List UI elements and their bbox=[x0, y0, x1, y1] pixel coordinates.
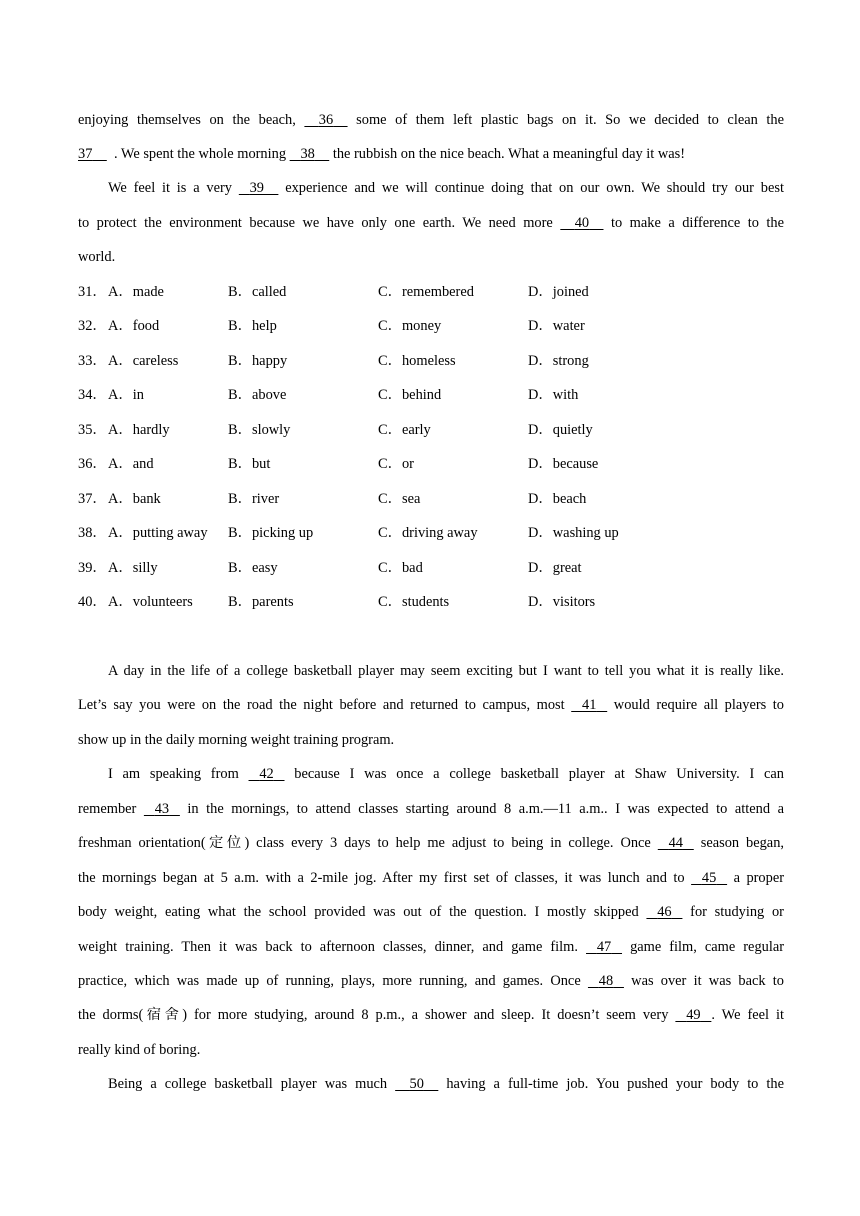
passage1-line: enjoying themselves on the beach, 36 some of them left plastic bags on it. So we decided to clean the bbox=[78, 112, 784, 128]
option-b[interactable]: B．picking up bbox=[228, 525, 314, 541]
option-b[interactable]: B．parents bbox=[228, 594, 294, 610]
passage2-line: Let’s say you were on the road the night before and returned to campus, most 41 would require all players to bbox=[78, 697, 784, 713]
blank-40: 40 bbox=[574, 215, 590, 231]
passage2-line: the mornings began at 5 a.m. with a 2-mile jog. After my first set of classes, it was lunch and to 45 a proper bbox=[78, 870, 784, 886]
passage2-line: A day in the life of a college basketball player may seem exciting but I want to tell you what it is really like. bbox=[108, 663, 784, 679]
passage2-line: Being a college basketball player was much 50 having a full-time job. You pushed your body to the bbox=[108, 1076, 784, 1092]
option-b[interactable]: B．slowly bbox=[228, 422, 291, 438]
option-a[interactable]: A．made bbox=[108, 284, 164, 300]
blank-42: 42 bbox=[259, 766, 274, 782]
option-a[interactable]: A．in bbox=[108, 387, 144, 403]
option-b[interactable]: B．called bbox=[228, 284, 287, 300]
blank-36: 36 bbox=[318, 112, 334, 128]
option-c[interactable]: C．remembered bbox=[378, 284, 474, 300]
option-b[interactable]: B．happy bbox=[228, 353, 288, 369]
option-a[interactable]: A．putting away bbox=[108, 525, 208, 541]
option-c[interactable]: C．money bbox=[378, 318, 442, 334]
blank-41: 41 bbox=[582, 697, 597, 713]
blank-50: 50 bbox=[409, 1076, 424, 1092]
passage1-line: world. bbox=[78, 249, 116, 265]
blank-44: 44 bbox=[668, 835, 683, 851]
blank-38: 38 bbox=[300, 146, 315, 162]
passage2-line: show up in the daily morning weight training program. bbox=[78, 732, 395, 748]
blank-39: 39 bbox=[249, 180, 264, 196]
passage1-line: We feel it is a very 39 experience and we will continue doing that on our own. We should try our best bbox=[108, 180, 784, 196]
document-page: enjoying themselves on the beach, 36 some of them left plastic bags on it. So we decided to clean the 37 . We spent the whole morning 38 the rubbish on the nice beach. What a meaningful day it was! We feel it is a very 39 experience and we will continue doing that on our own. We should try our best to protect the environment because we have only one earth. We need more 40 to make a difference to the world. 31． A．made B．called C．remembered D．joined 32． A．food B．help C．money D．water 33． A．careless B．happy C．homeless D．strong 34． A．in B．above C．behind D．with 35． A．hardly B．slowly C．early D．quietly 36． A．and B．but C．or D．because 37． A．bank B．river C．sea D．beach 38． A．putting away B．picking up C．driving away D．washing up 39． A．silly B．easy C．bad D．great 40． A．volunteers B．parents C．students D．visitors A day in the life of a college basketball player may seem exciting but I want to tell you what it is really like. Let’s say you were on the road the night before and returned to campus, most 41 would require all players to show up in the daily morning weight training program. I am speaking from 42 because I was once a college basketball player at Shaw University. I can remember 43 in the mornings, to attend classes starting around 8 a.m.—11 a.m.. I was expected to attend a freshman orientation(定位) class every 3 days to help me adjust to being in college. Once 44 season began, the mornings began at 5 a.m. with a 2-mile jog. After my first set of classes, it was lunch and to 45 a proper body weight, eating what the school provided was out of the question. I mostly skipped 46 for studying or weight training. Then it was back to afternoon classes, dinner, and game film. 47 game film, came regular practice, which was made up of running, plays, more running, and games. Once 48 was over it was back to the dorms(宿舍) for more studying, around 8 p.m., a shower and sleep. It doesn’t seem very 49 . We feel it really kind of boring. Being a college basketball player was much 50 having a full-time job. You pushed your body to the bbox=[78, 112, 785, 1092]
option-d[interactable]: D．great bbox=[528, 560, 582, 576]
option-d[interactable]: D．joined bbox=[528, 284, 589, 300]
option-a[interactable]: A．food bbox=[108, 318, 160, 334]
passage2-line: body weight, eating what the school provided was out of the question. I mostly skipped 46 for studying or bbox=[78, 904, 784, 920]
option-a[interactable]: A．volunteers bbox=[108, 594, 193, 610]
passage2-line: really kind of boring. bbox=[78, 1042, 201, 1058]
option-d[interactable]: D．with bbox=[528, 387, 579, 403]
passage2-line: remember 43 in the mornings, to attend classes starting around 8 a.m.—11 a.m.. I was expected to attend a bbox=[78, 801, 784, 817]
option-d[interactable]: D．because bbox=[528, 456, 599, 472]
option-b[interactable]: B．easy bbox=[228, 560, 278, 576]
passage2-line: I am speaking from 42 because I was once a college basketball player at Shaw University. I can bbox=[108, 766, 784, 782]
option-d[interactable]: D．strong bbox=[528, 353, 589, 369]
passage2-line: freshman orientation(定位) class every 3 days to help me adjust to being in college. Once 44 season began, bbox=[78, 835, 784, 851]
option-c[interactable]: C．behind bbox=[378, 387, 442, 403]
option-c[interactable]: C．early bbox=[378, 422, 431, 438]
blank-37: 37 bbox=[78, 146, 93, 162]
option-d[interactable]: D．washing up bbox=[528, 525, 619, 541]
blank-49: 49 bbox=[686, 1007, 701, 1023]
blank-45: 45 bbox=[701, 870, 717, 886]
option-b[interactable]: B．river bbox=[228, 491, 280, 507]
passage2-line: weight training. Then it was back to afternoon classes, dinner, and game film. 47 game film, came regular bbox=[78, 939, 785, 955]
option-a[interactable]: A．bank bbox=[108, 491, 161, 507]
option-c[interactable]: C．sea bbox=[378, 491, 421, 507]
option-b[interactable]: B．but bbox=[228, 456, 271, 472]
blank-48: 48 bbox=[598, 973, 614, 989]
blank-43: 43 bbox=[154, 801, 170, 817]
passage1-line: to protect the environment because we have only one earth. We need more 40 to make a difference to the bbox=[78, 215, 784, 231]
option-a[interactable]: A．and bbox=[108, 456, 154, 472]
option-a[interactable]: A．hardly bbox=[108, 422, 170, 438]
option-a[interactable]: A．silly bbox=[108, 560, 158, 576]
passage1-line: 37 . We spent the whole morning 38 the rubbish on the nice beach. What a meaningful day it was! bbox=[78, 146, 686, 162]
option-d[interactable]: D．water bbox=[528, 318, 585, 334]
blank-46: 46 bbox=[657, 904, 672, 920]
option-b[interactable]: B．help bbox=[228, 318, 277, 334]
option-b[interactable]: B．above bbox=[228, 387, 287, 403]
option-c[interactable]: C．or bbox=[378, 456, 414, 472]
option-c[interactable]: C．bad bbox=[378, 560, 423, 576]
option-d[interactable]: D．quietly bbox=[528, 422, 593, 438]
blank-47: 47 bbox=[596, 939, 612, 955]
passage2-line: practice, which was made up of running, plays, more running, and games. Once 48 was over it was back to bbox=[78, 973, 784, 989]
option-c[interactable]: C．students bbox=[378, 594, 450, 610]
option-d[interactable]: D．beach bbox=[528, 491, 587, 507]
option-d[interactable]: D．visitors bbox=[528, 594, 596, 610]
option-a[interactable]: A．careless bbox=[108, 353, 179, 369]
option-c[interactable]: C．homeless bbox=[378, 353, 456, 369]
passage2-line: the dorms(宿舍) for more studying, around 8 p.m., a shower and sleep. It doesn’t seem very 49 . We feel it bbox=[78, 1007, 785, 1023]
option-c[interactable]: C．driving away bbox=[378, 525, 478, 541]
